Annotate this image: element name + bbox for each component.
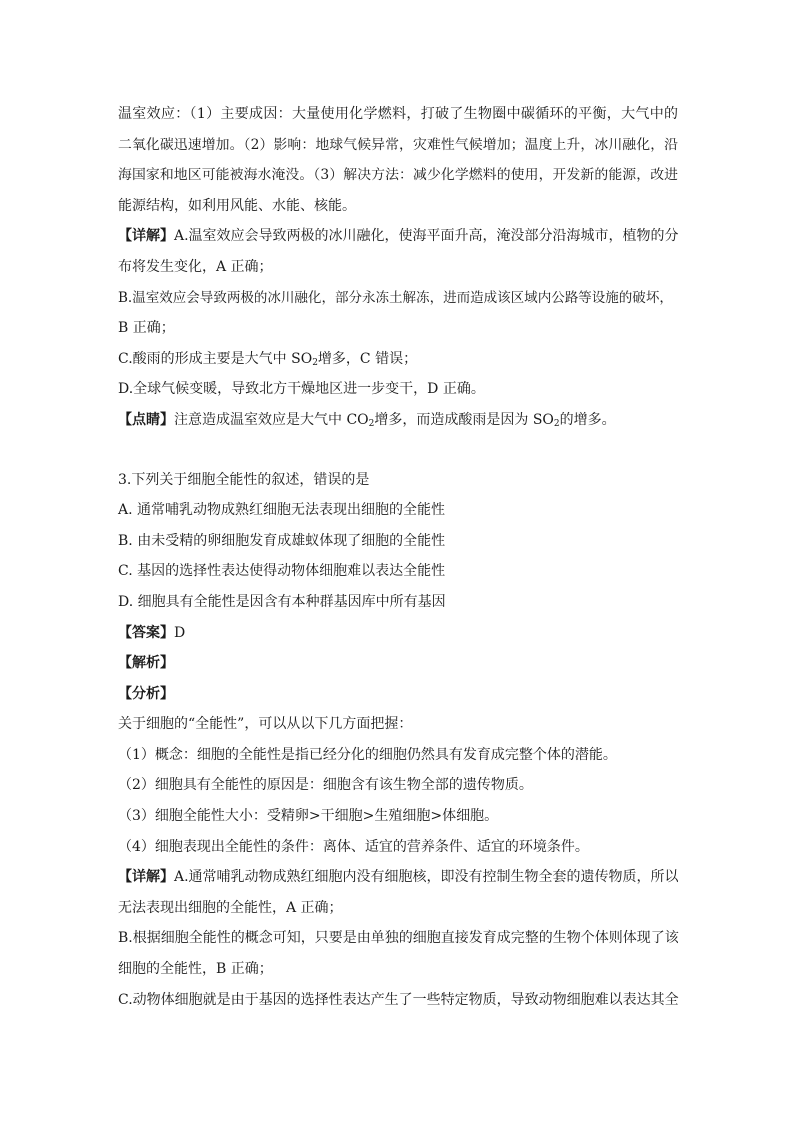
question-option-d: D. 细胞具有全能性是因含有本种群基因库中所有基因 bbox=[118, 593, 446, 610]
detail-a-text: A.通常哺乳动物成熟红细胞内没有细胞核，即没有控制生物全套的遗传物质，所以 bbox=[174, 869, 679, 886]
fenxi-point-2: （2）细胞具有全能性的原因是：细胞含有该生物全部的遗传物质。 bbox=[118, 777, 533, 794]
prev-detail-b-line-2: B 正确； bbox=[118, 320, 175, 337]
fenxi-point-1: （1）概念：细胞的全能性是指已经分化的细胞仍然具有发育成完整个体的潜能。 bbox=[118, 746, 617, 763]
question-stem: 3.下列关于细胞全能性的叙述，错误的是 bbox=[118, 471, 370, 488]
detail-b-line-2: 细胞的全能性，B 正确； bbox=[118, 961, 273, 978]
document-page bbox=[118, 99, 678, 1015]
prev-analysis-line-2: 二氧化碳迅速增加。（2）影响：地球气候异常，灾难性气候增加；温度上升，冰川融化，沿 bbox=[118, 136, 678, 153]
prev-analysis-line-4: 能源结构，如利用风能、水能、核能。 bbox=[118, 197, 356, 214]
prev-detail-a-line-1 bbox=[118, 221, 678, 252]
analysis-label: 【解析】 bbox=[118, 655, 174, 672]
answer-line bbox=[118, 618, 678, 649]
question-option-c: C. 基因的选择性表达使得动物体细胞难以表达全能性 bbox=[118, 563, 446, 580]
prev-detail-a-line-2: 布将发生变化，A 正确； bbox=[118, 258, 273, 275]
prev-tip-pre: 注意造成温室效应是大气中 CO bbox=[174, 411, 369, 428]
so2-subscript: 2 bbox=[312, 357, 318, 368]
fenxi-point-4: （4）细胞表现出全能性的条件：离体、适宜的营养条件、适宜的环境条件。 bbox=[118, 838, 589, 855]
detail-c-line-1: C.动物体细胞就是由于基因的选择性表达产生了一些特定物质，导致动物细胞难以表达其全 bbox=[118, 991, 679, 1008]
fenxi-point-3: （3）细胞全能性大小：受精卵>干细胞>生殖细胞>体细胞。 bbox=[118, 808, 499, 825]
detail-label: 【详解】 bbox=[118, 869, 174, 886]
prev-detail-a-text: A.温室效应会导致两极的冰川融化，使海平面升高，淹没部分沿海城市，植物的分 bbox=[174, 228, 679, 245]
prev-detail-label: 【详解】 bbox=[118, 228, 174, 245]
question-option-a: A. 通常哺乳动物成熟红细胞无法表现出细胞的全能性 bbox=[118, 502, 446, 519]
prev-tip-mid: 增多，而造成酸雨是因为 SO bbox=[374, 411, 554, 428]
fenxi-label: 【分析】 bbox=[118, 685, 174, 702]
fenxi-intro: 关于细胞的“全能性”，可以从以下几方面把握： bbox=[118, 716, 413, 733]
co2-subscript: 2 bbox=[368, 418, 375, 429]
prev-detail-c-pre: C.酸雨的形成主要是大气中 SO bbox=[118, 350, 313, 367]
detail-a-line-1 bbox=[118, 862, 678, 893]
prev-detail-b-line-1: B.温室效应会导致两极的冰川融化，部分永冻土解冻，进而造成该区域内公路等设施的破坏， bbox=[118, 289, 673, 306]
prev-detail-d-line: D.全球气候变暖，导致北方干燥地区进一步变干，D 正确。 bbox=[118, 381, 485, 398]
answer-value: D bbox=[174, 624, 186, 641]
question-option-b: B. 由未受精的卵细胞发育成雄蚁体现了细胞的全能性 bbox=[118, 532, 446, 549]
prev-analysis-line-3: 海国家和地区可能被海水淹没。（3）解决方法：减少化学燃料的使用，开发新的能源，改进 bbox=[118, 167, 678, 184]
so2-subscript-2: 2 bbox=[553, 418, 560, 429]
detail-b-line-1: B.根据细胞全能性的概念可知，只要是由单独的细胞直接发育成完整的生物个体则体现了该 bbox=[118, 930, 679, 947]
prev-detail-c-line bbox=[118, 344, 678, 375]
section-gap bbox=[118, 436, 678, 465]
answer-label: 【答案】 bbox=[118, 624, 174, 641]
prev-tip-post: 的增多。 bbox=[559, 411, 616, 428]
prev-analysis-line-1: 温室效应：（1）主要成因：大量使用化学燃料，打破了生物圈中碳循环的平衡，大气中的 bbox=[118, 106, 678, 122]
prev-tip-line bbox=[118, 405, 678, 436]
detail-a-line-2: 无法表现出细胞的全能性，A 正确； bbox=[118, 899, 343, 916]
prev-tip-label: 【点睛】 bbox=[118, 411, 174, 428]
prev-detail-c-post: 增多，C 错误； bbox=[317, 350, 418, 367]
